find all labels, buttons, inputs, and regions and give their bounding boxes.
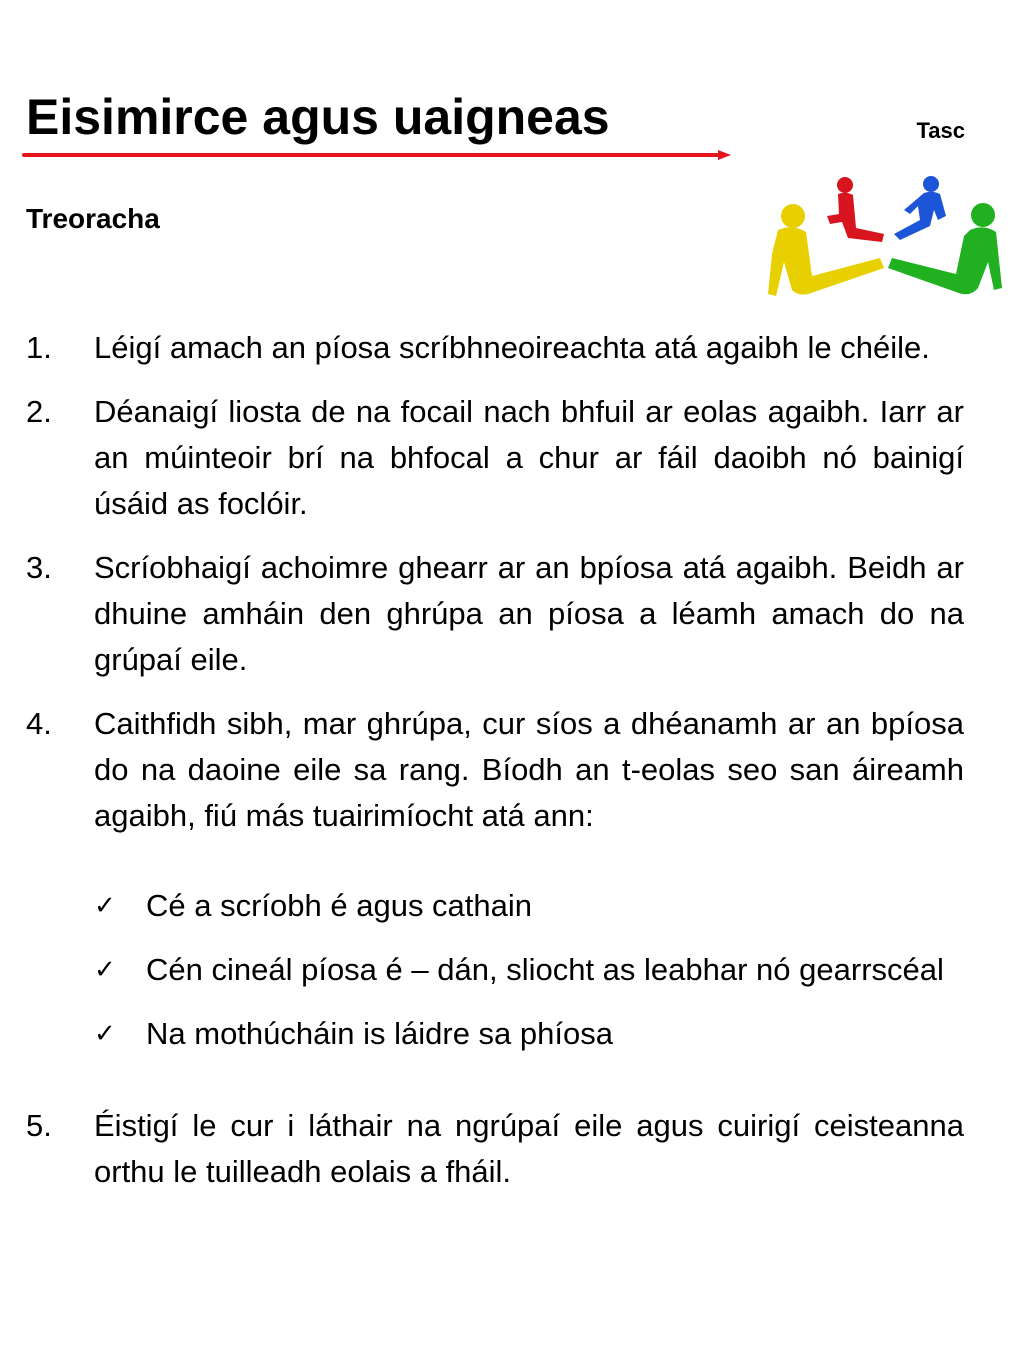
instruction-text: Caithfidh sibh, mar ghrúpa, cur síos a dhéanamh ar an bpíosa do na daoine eile sa rang. Bíodh an t-eolas seo san áireamh agaibh, fiú más tuairimíocht atá ann: xyxy=(94,706,964,833)
instruction-item xyxy=(26,1103,964,1195)
instruction-number: 4. xyxy=(26,706,52,741)
task-label: Tasc xyxy=(916,118,965,143)
instruction-text: Déanaigí liosta de na focail nach bhfuil ar eolas agaibh. Iarr ar an múinteoir brí na bhfocal a chur ar fáil daoibh nó bainigí úsáid as foclóir. xyxy=(94,394,964,521)
instructions-heading: Treoracha xyxy=(26,203,160,234)
title-underline-arrow xyxy=(22,147,732,163)
checklist-text: Cén cineál píosa é – dán, sliocht as leabhar nó gearrscéal xyxy=(146,952,944,987)
checkmark-icon: ✓ xyxy=(94,1019,116,1049)
instruction-number: 5. xyxy=(26,1108,52,1143)
checklist-text: Na mothúcháin is láidre sa phíosa xyxy=(146,1016,613,1051)
checkmark-icon: ✓ xyxy=(94,891,116,921)
instruction-text: Éistigí le cur i láthair na ngrúpaí eile agus cuirigí ceisteanna orthu le tuilleadh eolais a fháil. xyxy=(94,1108,964,1189)
instruction-item xyxy=(26,545,964,683)
instruction-number: 2. xyxy=(26,394,52,429)
checklist-item xyxy=(94,947,964,993)
checkmark-icon: ✓ xyxy=(94,955,116,985)
checklist-item xyxy=(94,1011,964,1057)
checklist xyxy=(94,883,964,1057)
instruction-number: 1. xyxy=(26,330,52,365)
instruction-item xyxy=(26,701,964,839)
teamwork-figures-icon xyxy=(760,158,1010,323)
instruction-item xyxy=(26,389,964,527)
instruction-text: Scríobhaigí achoimre ghearr ar an bpíosa atá agaibh. Beidh ar dhuine amháin den ghrúpa an píosa a léamh amach do na grúpaí eile. xyxy=(94,550,964,677)
page-title: Eisimirce agus uaigneas xyxy=(26,89,610,145)
checklist-text: Cé a scríobh é agus cathain xyxy=(146,888,533,923)
instruction-item xyxy=(26,325,964,371)
checklist-item xyxy=(94,883,964,929)
instruction-number: 3. xyxy=(26,550,52,585)
instruction-list xyxy=(26,325,964,1213)
instruction-text: Léigí amach an píosa scríbhneoireachta atá agaibh le chéile. xyxy=(94,330,930,365)
